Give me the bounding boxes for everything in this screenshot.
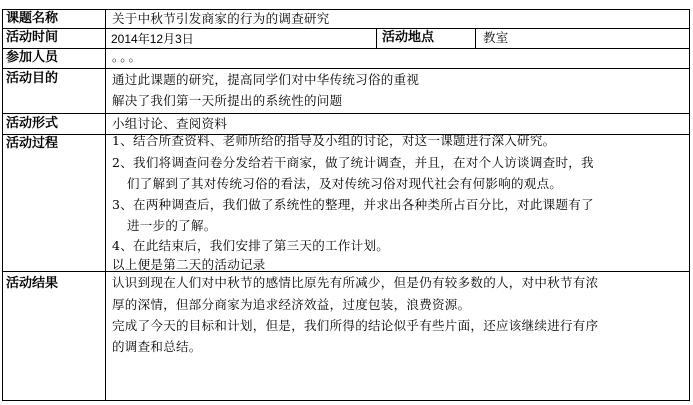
purpose-line: 解决了我们第一天所提出的系统性的问题 <box>112 93 343 108</box>
title-label: 课题名称 <box>6 11 59 26</box>
process-line: 3、在两种调查后，我们做了系统性的整理，并求出各种类所占百分比，对此课题有了 <box>112 197 594 212</box>
process-line: 进一步的了解。 <box>127 218 217 233</box>
process-line: 2、我们将调查问卷分发给若干商家，做了统计调查，并且，在对个人访谈调查时，我 <box>112 155 594 170</box>
result-line: 认识到现在人们对中秋节的感情比原先有所减少，但是仍有较多数的人，对中秋节有浓 <box>112 275 599 290</box>
process-label: 活动过程 <box>6 136 59 151</box>
purpose-line: 通过此课题的研究，提高同学们对中华传统习俗的重视 <box>112 72 420 87</box>
table-border-left <box>2 9 3 401</box>
purpose-label: 活动目的 <box>6 71 59 86</box>
table-border-right <box>689 9 690 401</box>
time-value: 2014年12月3日 <box>111 32 194 46</box>
members-value: 。。。 <box>112 49 144 64</box>
title-value: 关于中秋节引发商家的行为的调查研究 <box>112 11 330 26</box>
process-line: 们了解到了其对传统习俗的看法，及对传统习俗对现代社会有何影响的观点。 <box>127 176 563 191</box>
format-value: 小组讨论、查阅资料 <box>112 116 228 131</box>
process-line: 1、结合所查资料、老师所给的指导及小组的讨论，对这一课题进行深入研究。 <box>112 133 556 148</box>
result-label: 活动结果 <box>6 276 59 291</box>
time-label: 活动时间 <box>6 30 59 45</box>
result-line: 厚的深情，但部分商家为追求经济效益，过度包装，浪费资源。 <box>112 297 471 312</box>
members-label: 参加人员 <box>6 50 59 65</box>
process-line: 以上便是第二天的活动记录 <box>112 257 266 272</box>
result-line: 的调查和总结。 <box>112 339 202 354</box>
format-label: 活动形式 <box>6 116 59 131</box>
label-column-divider <box>105 9 106 401</box>
result-line: 完成了今天的目标和计划，但是，我们所得的结论似乎有些片面，还应该继续进行有序 <box>112 318 599 333</box>
process-line: 4、在此结束后，我们安排了第三天的工作计划。 <box>112 238 390 253</box>
place-value: 教室 <box>483 30 509 45</box>
place-label: 活动地点 <box>382 30 435 45</box>
time-place-divider <box>376 28 377 48</box>
place-value-divider <box>475 28 476 48</box>
